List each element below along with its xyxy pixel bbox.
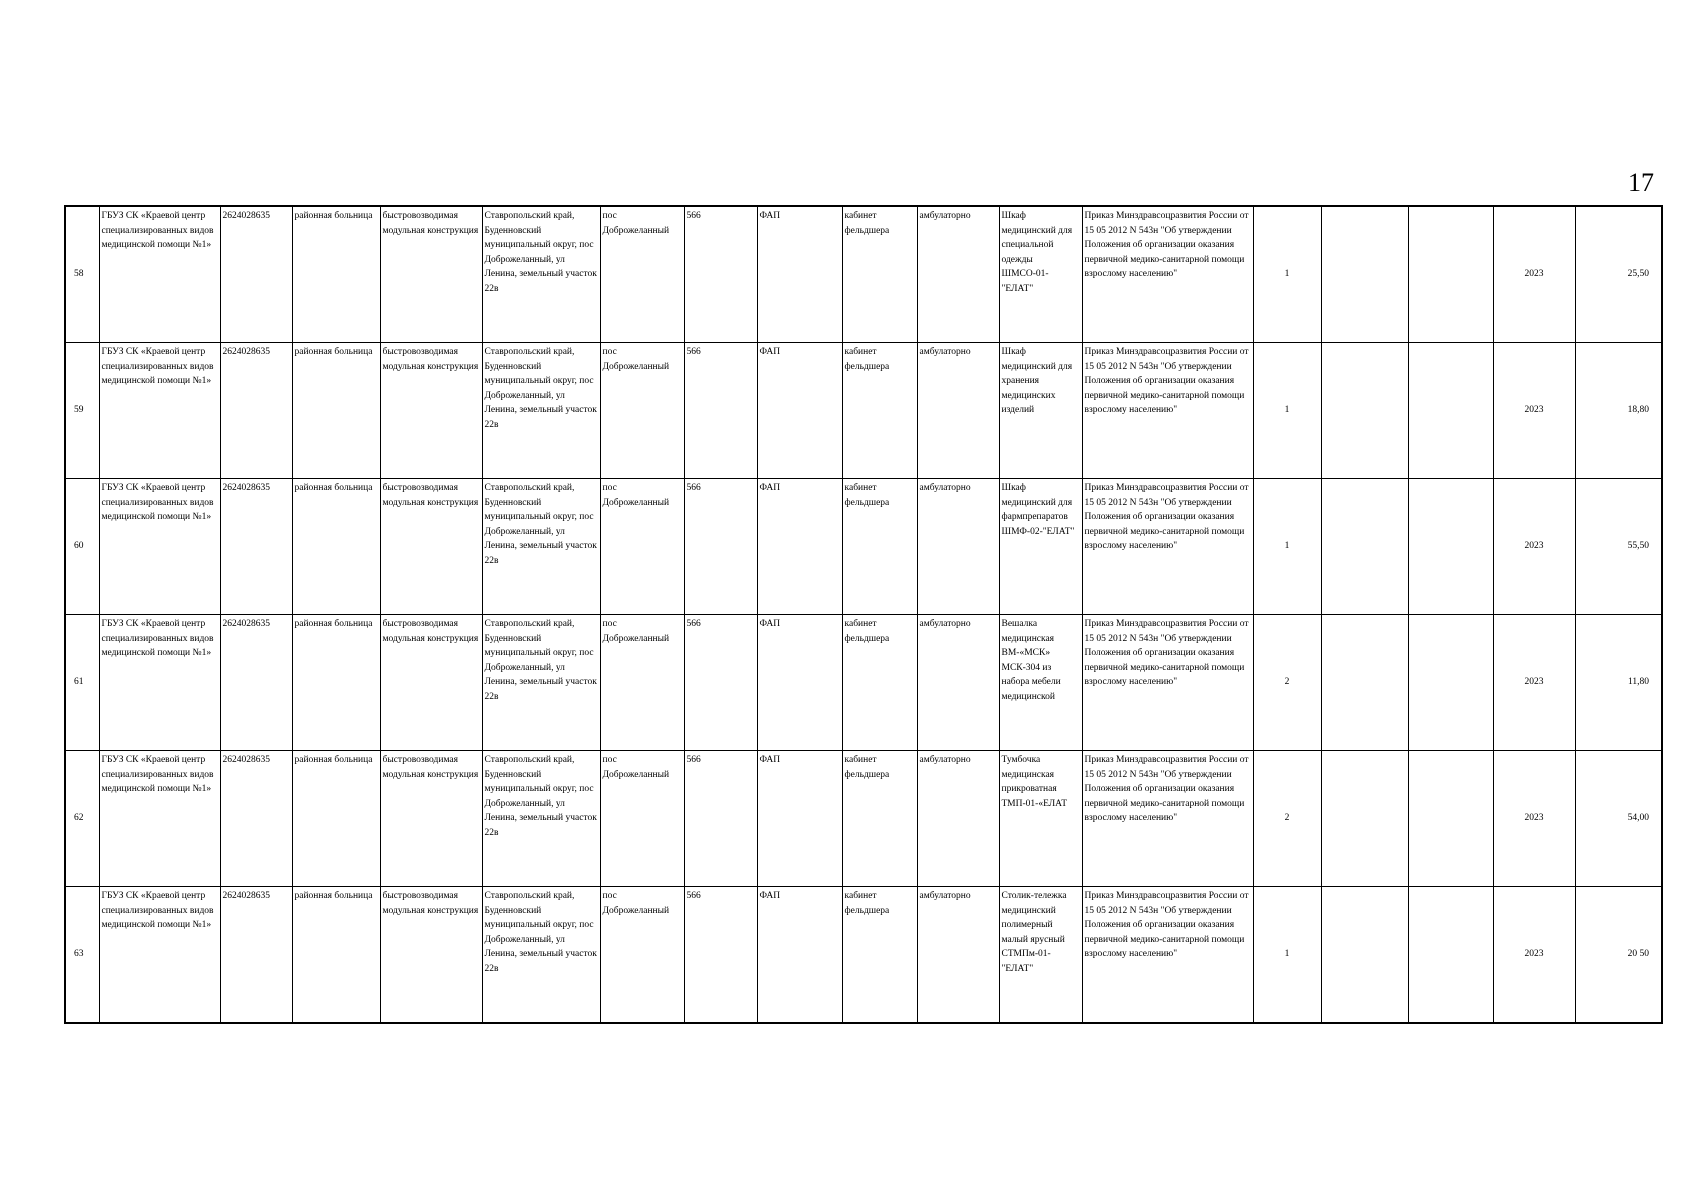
year-cell: 2023 bbox=[1493, 887, 1575, 1024]
empty-cell bbox=[1408, 887, 1493, 1024]
empty-cell bbox=[1321, 479, 1408, 615]
equipment-name: Вешалка медицинская ВМ-«МСК» МСК-304 из набора мебели медицинской bbox=[999, 615, 1082, 751]
facility-type: районная больница bbox=[292, 751, 380, 887]
building-type: быстровозводимая модульная конструкция bbox=[380, 343, 482, 479]
table-row bbox=[65, 206, 1662, 343]
room-cell: кабинет фельдшера bbox=[842, 615, 917, 751]
table-row bbox=[65, 751, 1662, 887]
organization-name: ГБУЗ СК «Краевой центр специализированных видов медицинской помощи №1» bbox=[99, 751, 220, 887]
unit-cell: ФАП bbox=[757, 479, 842, 615]
settlement-cell: пос Доброжеланный bbox=[600, 479, 684, 615]
care-type-cell: амбулаторно bbox=[917, 751, 999, 887]
year-cell: 2023 bbox=[1493, 615, 1575, 751]
organization-name: ГБУЗ СК «Краевой центр специализированных видов медицинской помощи №1» bbox=[99, 206, 220, 343]
organization-name: ГБУЗ СК «Краевой центр специализированных видов медицинской помощи №1» bbox=[99, 615, 220, 751]
population-cell: 566 bbox=[684, 887, 757, 1024]
population-cell: 566 bbox=[684, 615, 757, 751]
legal-basis: Приказ Минздравсоцразвития России от 15 05 2012 N 543н "Об утверждении Положения об организации оказания первичной медико-санитарной помощи взрослому населению" bbox=[1082, 479, 1253, 615]
unit-cell: ФАП bbox=[757, 751, 842, 887]
settlement-cell: пос Доброжеланный bbox=[600, 751, 684, 887]
equipment-name: Шкаф медицинский для хранения медицинских изделий bbox=[999, 343, 1082, 479]
facility-type: районная больница bbox=[292, 615, 380, 751]
inn-cell: 2624028635 bbox=[220, 751, 292, 887]
organization-name: ГБУЗ СК «Краевой центр специализированных видов медицинской помощи №1» bbox=[99, 479, 220, 615]
address-cell: Ставропольский край, Буденновский муниципальный округ, пос Доброжеланный, ул Ленина, земельный участок 22в bbox=[482, 343, 600, 479]
legal-basis: Приказ Минздравсоцразвития России от 15 05 2012 N 543н "Об утверждении Положения об организации оказания первичной медико-санитарной помощи взрослому населению" bbox=[1082, 751, 1253, 887]
care-type-cell: амбулаторно bbox=[917, 206, 999, 343]
unit-cell: ФАП bbox=[757, 206, 842, 343]
table-row bbox=[65, 479, 1662, 615]
table-row bbox=[65, 615, 1662, 751]
quantity-cell: 1 bbox=[1253, 206, 1321, 343]
equipment-table bbox=[64, 205, 1663, 1024]
row-number: 59 bbox=[65, 343, 99, 479]
settlement-cell: пос Доброжеланный bbox=[600, 887, 684, 1024]
table-body bbox=[65, 206, 1662, 1023]
room-cell: кабинет фельдшера bbox=[842, 887, 917, 1024]
empty-cell bbox=[1408, 343, 1493, 479]
empty-cell bbox=[1321, 615, 1408, 751]
organization-name: ГБУЗ СК «Краевой центр специализированных видов медицинской помощи №1» bbox=[99, 343, 220, 479]
equipment-name: Столик-тележка медицинский полимерный малый ярусный СТМПм-01-"ЕЛАТ" bbox=[999, 887, 1082, 1024]
care-type-cell: амбулаторно bbox=[917, 887, 999, 1024]
address-cell: Ставропольский край, Буденновский муниципальный округ, пос Доброжеланный, ул Ленина, земельный участок 22в bbox=[482, 479, 600, 615]
quantity-cell: 2 bbox=[1253, 615, 1321, 751]
population-cell: 566 bbox=[684, 343, 757, 479]
address-cell: Ставропольский край, Буденновский муниципальный округ, пос Доброжеланный, ул Ленина, земельный участок 22в bbox=[482, 751, 600, 887]
care-type-cell: амбулаторно bbox=[917, 479, 999, 615]
address-cell: Ставропольский край, Буденновский муниципальный округ, пос Доброжеланный, ул Ленина, земельный участок 22в bbox=[482, 887, 600, 1024]
row-number: 63 bbox=[65, 887, 99, 1024]
price-cell: 20 50 bbox=[1575, 887, 1662, 1024]
room-cell: кабинет фельдшера bbox=[842, 206, 917, 343]
address-cell: Ставропольский край, Буденновский муниципальный округ, пос Доброжеланный, ул Ленина, земельный участок 22в bbox=[482, 206, 600, 343]
price-cell: 18,80 bbox=[1575, 343, 1662, 479]
settlement-cell: пос Доброжеланный bbox=[600, 343, 684, 479]
quantity-cell: 1 bbox=[1253, 343, 1321, 479]
equipment-name: Тумбочка медицинская прикроватная ТМП-01-«ЕЛАТ bbox=[999, 751, 1082, 887]
population-cell: 566 bbox=[684, 206, 757, 343]
address-cell: Ставропольский край, Буденновский муниципальный округ, пос Доброжеланный, ул Ленина, земельный участок 22в bbox=[482, 615, 600, 751]
price-cell: 54,00 bbox=[1575, 751, 1662, 887]
settlement-cell: пос Доброжеланный bbox=[600, 615, 684, 751]
building-type: быстровозводимая модульная конструкция bbox=[380, 615, 482, 751]
legal-basis: Приказ Минздравсоцразвития России от 15 05 2012 N 543н "Об утверждении Положения об организации оказания первичной медико-санитарной помощи взрослому населению" bbox=[1082, 206, 1253, 343]
year-cell: 2023 bbox=[1493, 751, 1575, 887]
table-row bbox=[65, 887, 1662, 1024]
empty-cell bbox=[1321, 343, 1408, 479]
settlement-cell: пос Доброжеланный bbox=[600, 206, 684, 343]
inn-cell: 2624028635 bbox=[220, 343, 292, 479]
year-cell: 2023 bbox=[1493, 343, 1575, 479]
table-row bbox=[65, 343, 1662, 479]
row-number: 60 bbox=[65, 479, 99, 615]
row-number: 61 bbox=[65, 615, 99, 751]
legal-basis: Приказ Минздравсоцразвития России от 15 05 2012 N 543н "Об утверждении Положения об организации оказания первичной медико-санитарной помощи взрослому населению" bbox=[1082, 615, 1253, 751]
unit-cell: ФАП bbox=[757, 343, 842, 479]
building-type: быстровозводимая модульная конструкция bbox=[380, 206, 482, 343]
legal-basis: Приказ Минздравсоцразвития России от 15 05 2012 N 543н "Об утверждении Положения об организации оказания первичной медико-санитарной помощи взрослому населению" bbox=[1082, 887, 1253, 1024]
inn-cell: 2624028635 bbox=[220, 615, 292, 751]
quantity-cell: 2 bbox=[1253, 751, 1321, 887]
empty-cell bbox=[1321, 206, 1408, 343]
building-type: быстровозводимая модульная конструкция bbox=[380, 887, 482, 1024]
price-cell: 55,50 bbox=[1575, 479, 1662, 615]
building-type: быстровозводимая модульная конструкция bbox=[380, 751, 482, 887]
quantity-cell: 1 bbox=[1253, 479, 1321, 615]
facility-type: районная больница bbox=[292, 887, 380, 1024]
room-cell: кабинет фельдшера bbox=[842, 751, 917, 887]
inn-cell: 2624028635 bbox=[220, 206, 292, 343]
building-type: быстровозводимая модульная конструкция bbox=[380, 479, 482, 615]
facility-type: районная больница bbox=[292, 479, 380, 615]
empty-cell bbox=[1321, 887, 1408, 1024]
facility-type: районная больница bbox=[292, 206, 380, 343]
empty-cell bbox=[1408, 479, 1493, 615]
inn-cell: 2624028635 bbox=[220, 887, 292, 1024]
page-number: 17 bbox=[1628, 168, 1654, 197]
price-cell: 11,80 bbox=[1575, 615, 1662, 751]
empty-cell bbox=[1408, 206, 1493, 343]
inn-cell: 2624028635 bbox=[220, 479, 292, 615]
equipment-name: Шкаф медицинский для фармпрепаратов ШМФ-02-"ЕЛАТ" bbox=[999, 479, 1082, 615]
care-type-cell: амбулаторно bbox=[917, 343, 999, 479]
year-cell: 2023 bbox=[1493, 479, 1575, 615]
row-number: 62 bbox=[65, 751, 99, 887]
empty-cell bbox=[1321, 751, 1408, 887]
quantity-cell: 1 bbox=[1253, 887, 1321, 1024]
price-cell: 25,50 bbox=[1575, 206, 1662, 343]
unit-cell: ФАП bbox=[757, 615, 842, 751]
organization-name: ГБУЗ СК «Краевой центр специализированных видов медицинской помощи №1» bbox=[99, 887, 220, 1024]
care-type-cell: амбулаторно bbox=[917, 615, 999, 751]
legal-basis: Приказ Минздравсоцразвития России от 15 05 2012 N 543н "Об утверждении Положения об организации оказания первичной медико-санитарной помощи взрослому населению" bbox=[1082, 343, 1253, 479]
year-cell: 2023 bbox=[1493, 206, 1575, 343]
row-number: 58 bbox=[65, 206, 99, 343]
population-cell: 566 bbox=[684, 479, 757, 615]
equipment-name: Шкаф медицинский для специальной одежды ШМСО-01-"ЕЛАТ" bbox=[999, 206, 1082, 343]
facility-type: районная больница bbox=[292, 343, 380, 479]
empty-cell bbox=[1408, 751, 1493, 887]
population-cell: 566 bbox=[684, 751, 757, 887]
room-cell: кабинет фельдшера bbox=[842, 479, 917, 615]
unit-cell: ФАП bbox=[757, 887, 842, 1024]
empty-cell bbox=[1408, 615, 1493, 751]
room-cell: кабинет фельдшера bbox=[842, 343, 917, 479]
